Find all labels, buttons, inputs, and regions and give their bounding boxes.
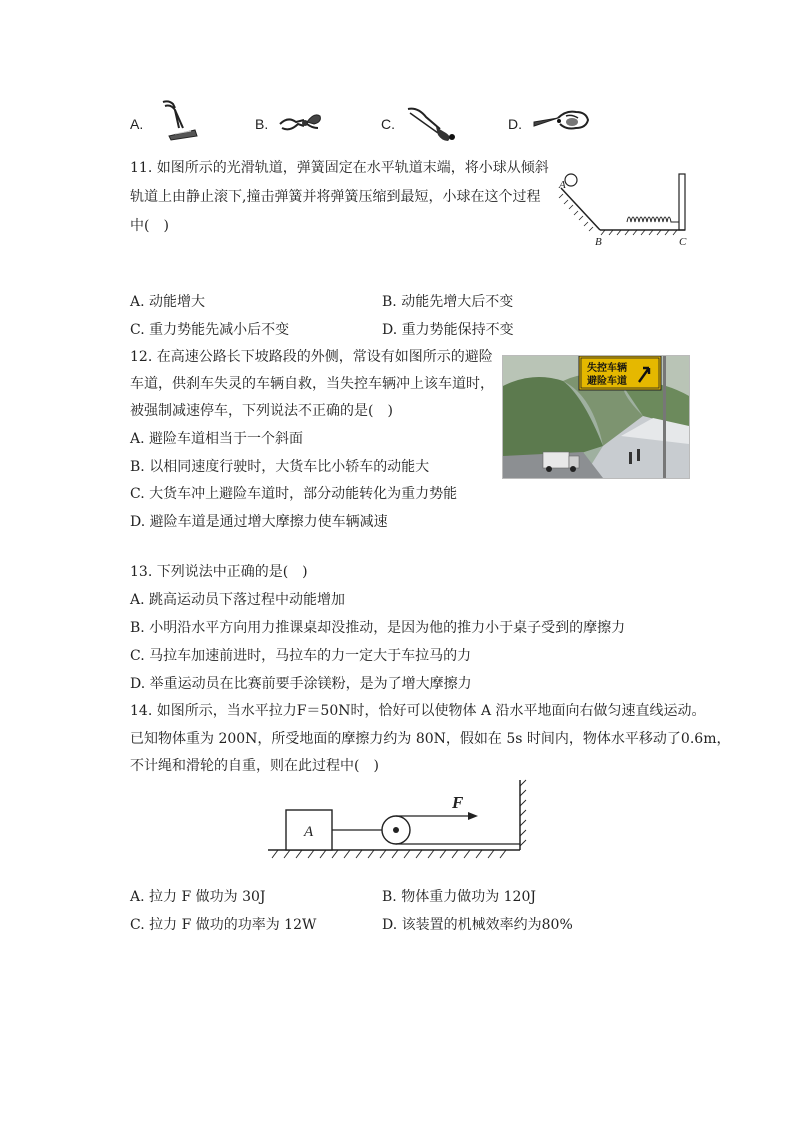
q14-option-b[interactable]: B. 物体重力做功为 120J (382, 889, 536, 905)
tongs-icon (155, 98, 200, 142)
q13-option-d[interactable]: D. 举重运动员在比赛前要手涂镁粉，是为了增大摩擦力 (130, 676, 472, 692)
q13-option-b[interactable]: B. 小明沿水平方向用力推课桌却没推动，是因为他的推力小于桌子受到的摩擦力 (130, 620, 626, 636)
q12-option-c[interactable]: C. 大货车冲上避险车道时，部分动能转化为重力势能 (130, 486, 458, 502)
q11-option-c[interactable]: C. 重力势能先减小后不变 (130, 322, 290, 338)
q11-label-c: C (679, 236, 687, 248)
q14-stem-line-1: 14. 如图所示，当水平拉力F＝50N时，恰好可以使物体 A 沿水平地面向右做匀速直线运动。 (130, 703, 706, 719)
escape-ramp-photo (502, 355, 690, 479)
q13-stem: 13. 下列说法中正确的是( ) (130, 564, 308, 580)
q14-pulley-figure (268, 778, 530, 862)
q11-option-d[interactable]: D. 重力势能保持不变 (382, 322, 514, 338)
q11-option-a[interactable]: A. 动能增大 (130, 294, 206, 310)
q11-track-figure (555, 168, 695, 250)
q14-option-a[interactable]: A. 拉力 F 做功为 30J (130, 889, 266, 905)
pliers-icon (278, 108, 323, 136)
q11-option-b[interactable]: B. 动能先增大后不变 (382, 294, 514, 310)
q12-stem-line-1: 12. 在高速公路长下坡路段的外侧，常设有如图所示的避险 (130, 349, 493, 365)
q14-option-c[interactable]: C. 拉力 F 做功的功率为 12W (130, 917, 317, 933)
q12-stem-line-3: 被强制减速停车，下列说法不正确的是( ) (130, 403, 393, 419)
q11-stem-line-2: 轨道上由静止滚下,撞击弹簧并将弹簧压缩到最短，小球在这个过程 (130, 189, 541, 205)
sign-line-1: 失控车辆 (587, 363, 627, 374)
q14-block-label: A (304, 824, 314, 840)
q12-option-a[interactable]: A. 避险车道相当于一个斜面 (130, 431, 304, 447)
sign-line-2: 避险车道 (587, 376, 627, 387)
scissors-icon (532, 106, 592, 138)
q10-option-d-label[interactable]: D. (508, 116, 522, 132)
tweezers-icon (402, 103, 462, 143)
q11-label-a: A (559, 179, 566, 191)
q14-stem-line-2: 已知物体重为 200N，所受地面的摩擦力约为 80N，假如在 5s 时间内，物体水平移动了0.6m， (130, 731, 731, 747)
q10-option-b-label[interactable]: B. (255, 116, 269, 132)
q11-stem-line-3: 中( ) (130, 218, 169, 234)
q11-stem-line-1: 11. 如图所示的光滑轨道，弹簧固定在水平轨道末端，将小球从倾斜 (130, 160, 549, 176)
q12-option-d[interactable]: D. 避险车道是通过增大摩擦力使车辆减速 (130, 514, 388, 530)
q14-option-d[interactable]: D. 该装置的机械效率约为80% (382, 917, 573, 933)
q13-option-c[interactable]: C. 马拉车加速前进时，马拉车的力一定大于车拉马的力 (130, 648, 472, 664)
q11-label-b: B (595, 236, 602, 248)
q13-option-a[interactable]: A. 跳高运动员下落过程中动能增加 (130, 592, 346, 608)
q10-option-c-label[interactable]: C. (381, 116, 395, 132)
q14-force-label: F (452, 793, 464, 812)
q12-option-b[interactable]: B. 以相同速度行驶时，大货车比小轿车的动能大 (130, 459, 430, 475)
q14-stem-line-3: 不计绳和滑轮的自重，则在此过程中( ) (130, 758, 379, 774)
q10-option-a-label[interactable]: A. (130, 116, 144, 132)
q12-stem-line-2: 车道，供刹车失灵的车辆自救，当失控车辆冲上该车道时， (130, 376, 494, 392)
